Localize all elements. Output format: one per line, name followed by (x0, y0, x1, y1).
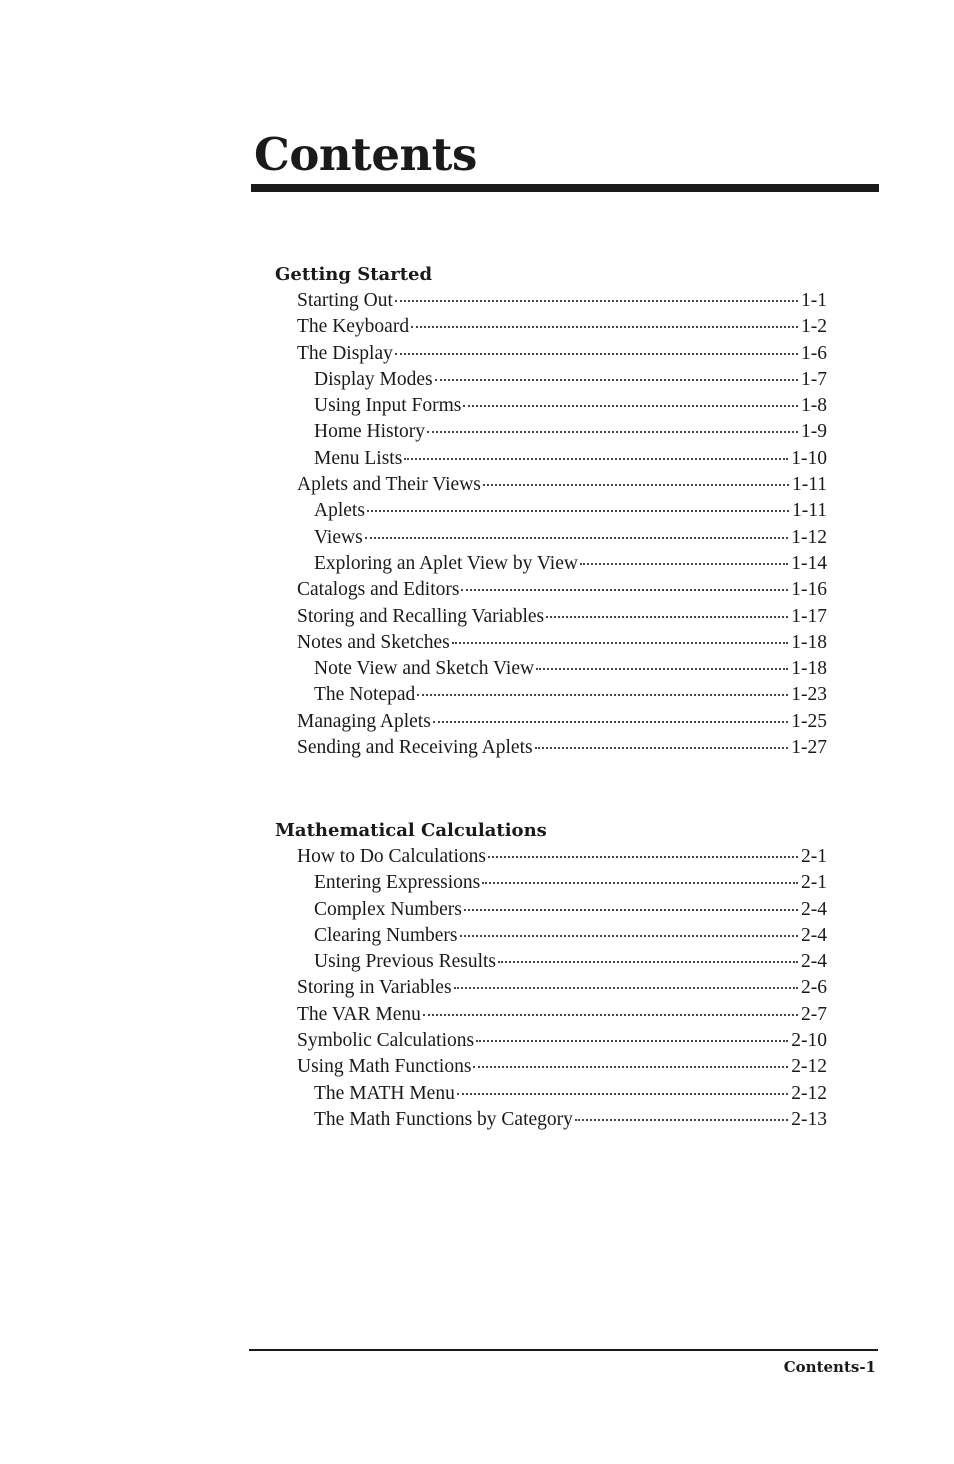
page-footer: Contents-1 (783, 1358, 876, 1376)
page-title: Contents (254, 128, 477, 181)
toc-entry (275, 288, 827, 314)
toc-entry-label: Storing and Recalling Variables (297, 605, 545, 627)
toc-entry-page-number: 1-23 (791, 684, 827, 706)
toc-entry-label: Views (314, 526, 363, 548)
toc-entry-page-number: 1-27 (791, 737, 827, 759)
dot-leader (461, 589, 788, 591)
toc-entry (275, 367, 827, 393)
toc-entry-label: Using Previous Results (314, 951, 497, 973)
toc-entry-label: Aplets and Their Views (297, 474, 481, 496)
title-rule (251, 184, 879, 192)
toc-entry-label: The Display (297, 342, 393, 364)
toc-entry (275, 709, 827, 735)
toc-entry-page-number: 1-18 (791, 658, 827, 680)
toc-entry-page-number: 2-4 (801, 924, 827, 946)
section-heading: Mathematical Calculations (275, 820, 547, 841)
dot-leader (476, 1040, 788, 1042)
toc-entry-page-number: 2-13 (791, 1108, 827, 1130)
footer-rule (249, 1349, 878, 1351)
toc-entry-page-number: 2-1 (801, 846, 827, 867)
dot-leader (535, 747, 789, 749)
toc-entry (275, 923, 827, 949)
toc-entry-page-number: 1-8 (801, 395, 827, 417)
dot-leader (367, 510, 789, 512)
dot-leader (580, 563, 788, 565)
dot-leader (498, 961, 798, 963)
toc-entry-page-number: 2-1 (801, 872, 827, 894)
toc-entry-page-number: 1-9 (801, 421, 827, 443)
toc-entry-page-number: 1-14 (791, 552, 827, 574)
dot-leader (411, 326, 798, 328)
dot-leader (427, 431, 798, 433)
dot-leader (423, 1014, 798, 1016)
toc-entry-page-number: 1-11 (791, 474, 827, 496)
toc-entry-page-number: 2-12 (791, 1056, 827, 1078)
toc-entry (275, 577, 827, 603)
toc-entry-page-number: 1-6 (801, 342, 827, 364)
toc-entry-label: The Keyboard (297, 316, 410, 338)
toc-entry-label: Home History (314, 421, 426, 443)
toc-entry (275, 735, 827, 761)
toc-entry-page-number: 1-18 (791, 631, 827, 653)
toc-entry-label: Display Modes (314, 368, 433, 390)
toc-entry-label: The VAR Menu (297, 1003, 421, 1025)
dot-leader (546, 616, 788, 618)
dot-leader (464, 909, 798, 911)
dot-leader (395, 353, 798, 355)
toc-entry-label: Clearing Numbers (314, 924, 458, 946)
toc-entry-label: Using Input Forms (314, 395, 462, 417)
toc-entry (275, 630, 827, 656)
dot-leader (473, 1066, 788, 1068)
dot-leader (575, 1119, 788, 1121)
toc-entry-page-number: 1-17 (791, 605, 827, 627)
toc-entry (275, 870, 827, 896)
toc-entry (275, 1107, 827, 1133)
toc-entry (275, 419, 827, 445)
toc-entry-label: Sending and Receiving Aplets (297, 737, 533, 759)
toc-entry-label: Entering Expressions (314, 872, 481, 894)
toc-entry-label: Exploring an Aplet View by View (314, 552, 578, 574)
dot-leader (536, 668, 788, 670)
dot-leader (365, 537, 789, 539)
toc-entry-label: How to Do Calculations (297, 846, 487, 867)
toc-entry (275, 498, 827, 524)
toc-entry-page-number: 2-4 (801, 898, 827, 920)
toc-entry-page-number: 1-11 (791, 500, 827, 522)
toc-entry (275, 604, 827, 630)
toc-entry-label: Notes and Sketches (297, 631, 450, 653)
toc-entry-label: Complex Numbers (314, 898, 462, 920)
toc-entry-label: Symbolic Calculations (297, 1030, 475, 1052)
dot-leader (457, 1093, 788, 1095)
toc-entry (275, 472, 827, 498)
dot-leader (460, 935, 798, 937)
toc-entry (275, 844, 827, 870)
dot-leader (483, 484, 789, 486)
toc-entry-page-number: 1-12 (791, 526, 827, 548)
toc-entry (275, 525, 827, 551)
toc-entry (275, 446, 827, 472)
toc-entry-page-number: 1-7 (801, 368, 827, 390)
toc-section-getting-started (275, 262, 827, 761)
toc-entry-label: Note View and Sketch View (314, 658, 535, 680)
dot-leader (482, 882, 798, 884)
toc-entry-page-number: 1-1 (801, 290, 827, 311)
dot-leader (417, 694, 788, 696)
toc-entry-label: Starting Out (297, 290, 393, 311)
toc-entry-label: Storing in Variables (297, 977, 452, 999)
dot-leader (454, 987, 798, 989)
toc-entry-label: The Notepad (314, 684, 416, 706)
section-heading: Getting Started (275, 264, 433, 285)
dot-leader (463, 405, 798, 407)
toc-entry-page-number: 1-10 (791, 447, 827, 469)
dot-leader (488, 856, 798, 858)
toc-entry-label: Managing Aplets (297, 710, 431, 732)
toc-entry-page-number: 2-4 (801, 951, 827, 973)
toc-entry (275, 314, 827, 340)
toc-entry-label: The MATH Menu (314, 1082, 455, 1104)
toc-entry-label: Menu Lists (314, 447, 403, 469)
toc-entry (275, 656, 827, 682)
toc-entry (275, 682, 827, 708)
toc-entry-label: Catalogs and Editors (297, 579, 460, 601)
toc-entry-page-number: 2-6 (801, 977, 827, 999)
toc-entry (275, 949, 827, 975)
toc-entry-page-number: 2-10 (791, 1030, 827, 1052)
toc-entry (275, 393, 827, 419)
toc-section-mathematical-calculations (275, 818, 827, 1133)
dot-leader (404, 458, 788, 460)
toc-entry (275, 897, 827, 923)
toc-entry-page-number: 1-16 (791, 579, 827, 601)
toc-entry-label: Aplets (314, 500, 365, 522)
dot-leader (452, 642, 789, 644)
toc-entry-page-number: 2-7 (801, 1003, 827, 1025)
toc-entry (275, 1002, 827, 1028)
toc-entry-page-number: 1-2 (801, 316, 827, 338)
toc-entry-page-number: 1-25 (791, 710, 827, 732)
toc-entry (275, 1054, 827, 1080)
dot-leader (395, 300, 798, 302)
toc-entry-label: Using Math Functions (297, 1056, 472, 1078)
toc-entry (275, 975, 827, 1001)
toc-entry (275, 551, 827, 577)
toc-entry (275, 1028, 827, 1054)
toc-entry (275, 341, 827, 367)
toc-entry-label: The Math Functions by Category (314, 1108, 573, 1130)
dot-leader (433, 721, 788, 723)
toc-entry-page-number: 2-12 (791, 1082, 827, 1104)
dot-leader (435, 379, 798, 381)
toc-entry (275, 1081, 827, 1107)
